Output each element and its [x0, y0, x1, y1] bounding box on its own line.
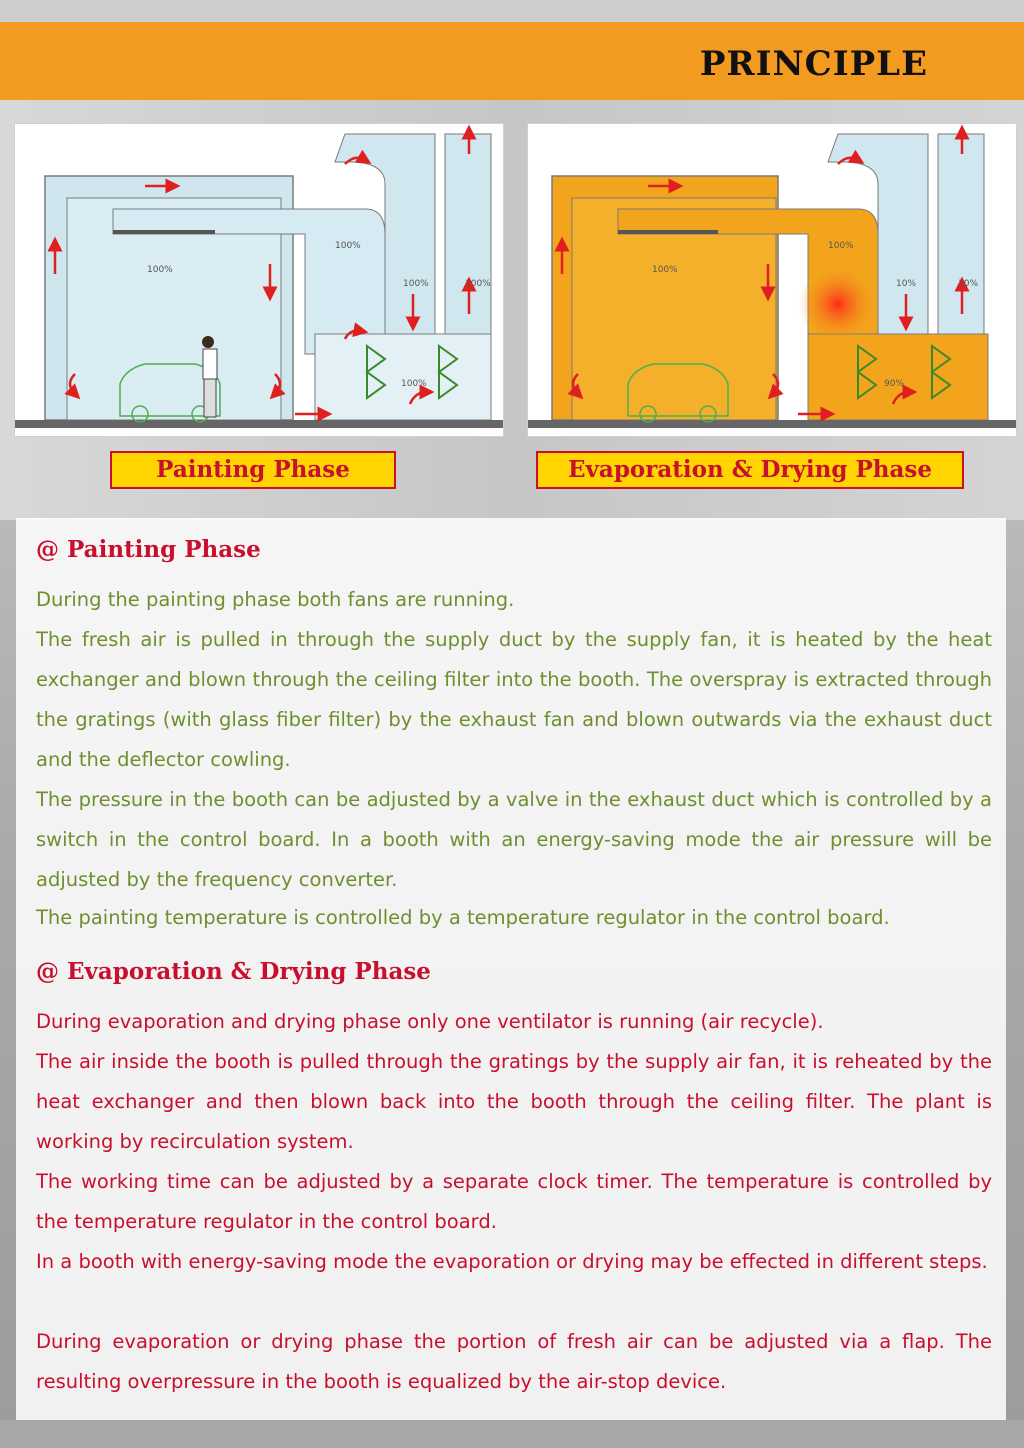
painting-booth-illustration — [15, 124, 503, 436]
percent-duct-left: 10% — [896, 279, 917, 289]
drying-diagram — [527, 123, 1017, 437]
machine-room — [315, 334, 491, 420]
supply-duct — [445, 134, 491, 354]
percent-duct-right: 10% — [958, 279, 979, 289]
painting-diagram — [14, 123, 504, 437]
heat-exchanger-glow — [798, 264, 878, 344]
background-shape — [0, 1420, 1024, 1448]
drying-section-heading: @ Evaporation & Drying Phase — [36, 958, 431, 985]
percent-plenum: 100% — [335, 241, 361, 251]
percent-plenum: 100% — [828, 241, 854, 251]
floor — [528, 420, 1016, 428]
percent-duct-right: 100% — [465, 279, 491, 289]
painting-paragraph: The painting temperature is controlled by a temperature regulator in the control board. — [36, 906, 890, 929]
painting-paragraph: The fresh air is pulled in through the supply duct by the supply fan, it is heated by the heat exchanger and blown through the ceiling filter into the booth. The overspray is extracted through the gratings (with glass fiber filter) by the exhaust fan and blown outwards via the exhaust duct and the deflector cowling. — [36, 628, 992, 771]
painting-paragraph: During the painting phase both fans are running. — [36, 588, 515, 611]
painting-section-heading: @ Painting Phase — [36, 536, 261, 563]
painting-paragraph: The pressure in the booth can be adjusted by a valve in the exhaust duct which is controlled by a switch in the control board. In a booth with an energy-saving mode the air pressure will be adjusted by the frequency converter. — [36, 788, 992, 891]
drying-paragraph: During evaporation and drying phase only one ventilator is running (air recycle). — [36, 1010, 824, 1033]
percent-booth: 100% — [147, 265, 173, 275]
percent-bottom: 100% — [401, 379, 427, 389]
drying-paragraph: The working time can be adjusted by a separate clock timer. The temperature is controlled by the temperature regulator in the control board. — [36, 1170, 992, 1233]
drying-phase-label: Evaporation & Drying Phase — [536, 451, 964, 489]
floor — [15, 420, 503, 428]
supply-duct — [938, 134, 984, 354]
percent-booth: 100% — [652, 265, 678, 275]
drying-paragraph: The air inside the booth is pulled through the gratings by the supply air fan, it is reheated by the heat exchanger and then blown back into the booth through the ceiling filter. The plant is working by recirculation system. — [36, 1050, 992, 1153]
percent-duct-left: 100% — [403, 279, 429, 289]
page-title: PRINCIPLE — [699, 44, 928, 84]
drying-paragraph: During evaporation or drying phase the portion of fresh air can be adjusted via a flap. The resulting overpressure in the booth is equalized by the air-stop device. — [36, 1330, 992, 1393]
drying-paragraph: In a booth with energy-saving mode the evaporation or drying may be effected in different steps. — [36, 1250, 988, 1273]
drying-booth-illustration — [528, 124, 1016, 436]
machine-room — [808, 334, 988, 420]
percent-bottom: 90% — [884, 379, 905, 389]
painting-phase-label: Painting Phase — [110, 451, 396, 489]
